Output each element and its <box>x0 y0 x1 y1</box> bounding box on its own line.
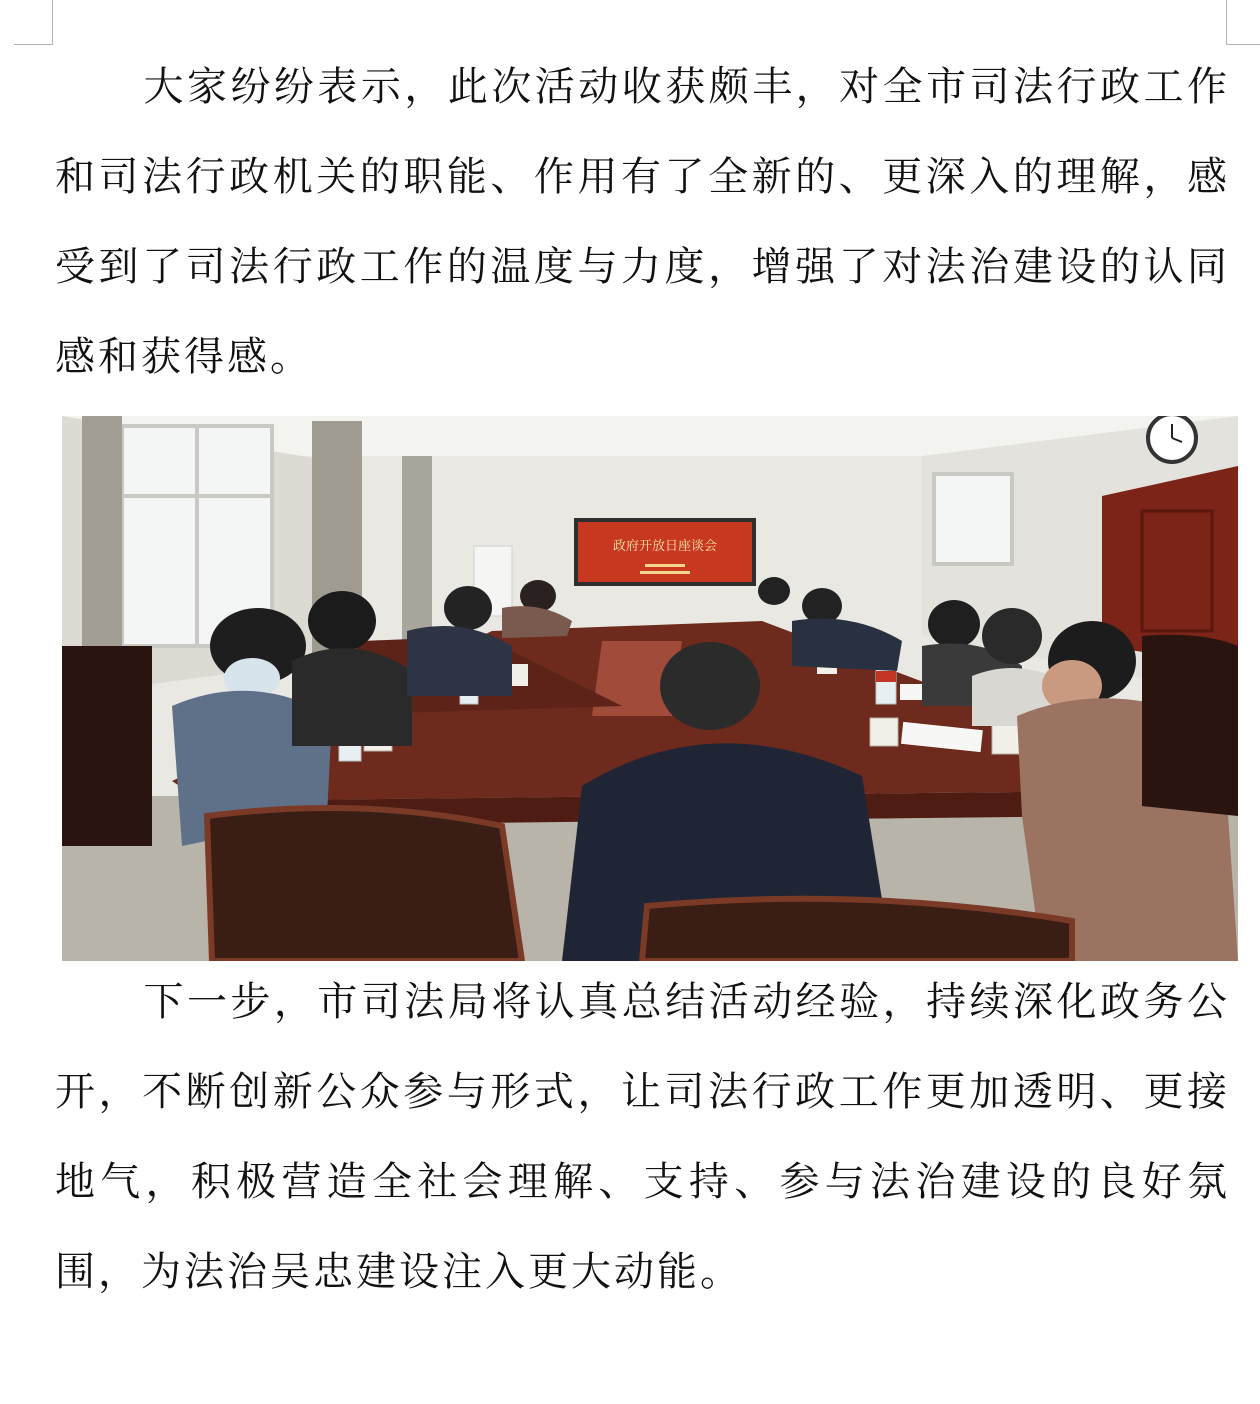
page-corner-mark-top-right <box>1226 0 1260 45</box>
paragraph-2 <box>55 957 1230 1317</box>
banner-title: 政府开放日座谈会 <box>612 539 718 554</box>
paragraph-1 <box>55 42 1230 402</box>
window-right <box>934 474 1012 564</box>
page-corner-mark-top-left <box>14 0 53 45</box>
wall-display <box>574 518 756 586</box>
wall-clock <box>1148 416 1196 462</box>
paragraph-1-text: 大家纷纷表示，此次活动收获颇丰，对全市司法行政工作和司法行政机关的职能、作用有了全新的、更深入的理解，感受到了司法行政工作的温度与力度，增强了对法治建设的认同感和获得感。 <box>55 64 1230 380</box>
paragraph-2-text: 下一步，市司法局将认真总结活动经验，持续深化政务公开，不断创新公众参与形式，让司法行政工作更加透明、更接地气，积极营造全社会理解、支持、参与法治建设的良好氛围，为法治吴忠建设注入更大动能。 <box>55 979 1230 1295</box>
meeting-photo-illustration <box>62 416 1238 961</box>
meeting-photo <box>62 416 1238 961</box>
